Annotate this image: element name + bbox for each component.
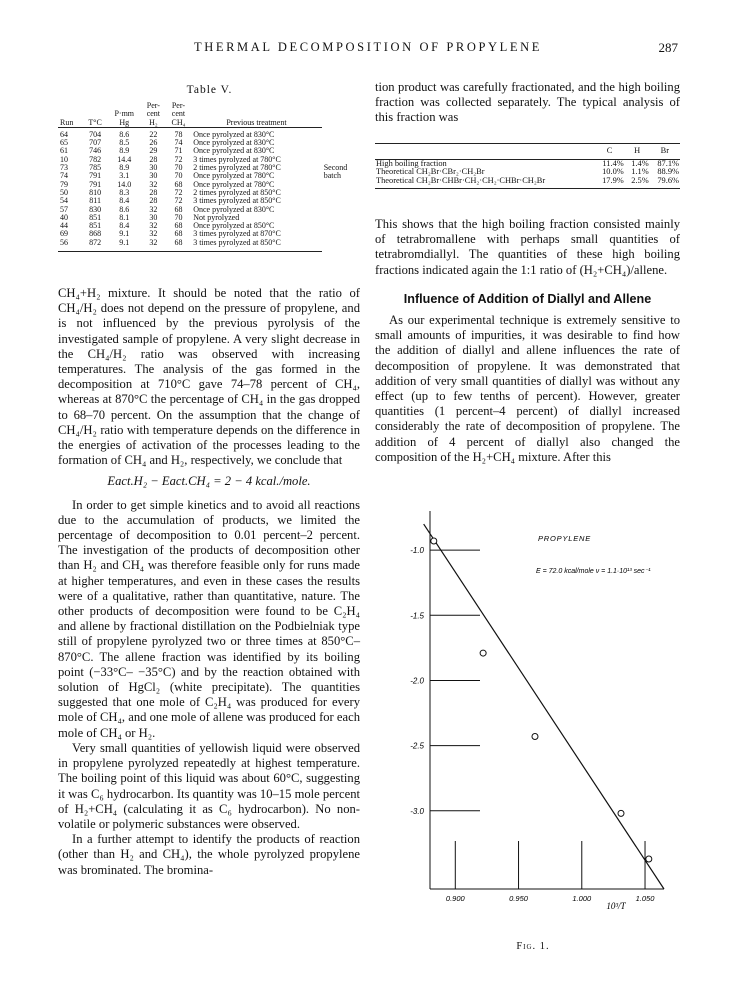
cell-treatment: Once pyrolyzed at 830°C: [193, 146, 275, 156]
data-point: [431, 538, 437, 544]
cell-h2: 28: [149, 187, 158, 197]
cell-ch4: 74: [174, 138, 183, 148]
cell-run: 56: [58, 239, 83, 252]
th-pressure-top: P·mm: [114, 109, 135, 119]
analysis-value: 11.4%: [602, 158, 624, 168]
left-column-text: [58, 286, 360, 878]
cell-pressure: 9.1: [107, 239, 141, 252]
cell-run: 64: [60, 129, 68, 139]
cell-treatment: 3 times pyrolyzed at 870°C: [193, 229, 281, 239]
analysis-table: [375, 143, 680, 189]
paragraph-kinetics: In order to get simple kinetics and to avoid all reactions due to the accumulation of products, we limited the percentage of decomposition to 0.01 percent–2 percent. The investigation of the products of decomposition other than H₂ and CH₄ was therefore feasible only for runs made at higher temperatures, and even in these cases the results were of a qualitative, rather than quantitative, nature. The other products of decomposition were found to be C₂H₄ and allene by fractional distillation on the Podbielniak type still of propylene pyrolyzed two or three times at 850°C–870°C. The allene fraction was identified by its boiling point (−33°C– −35°C) and by the reaction obtained with solution of HgCl₂ (white precipitate). The quantities suggested that one mole of C₂H₄ was produced for every mole of CH₄, and one mole of allene was produced for each mole of CH₄ or H₂.: [58, 497, 360, 740]
table-v-header-row: [58, 102, 361, 127]
cell-ch4: 70: [174, 171, 183, 181]
cell-run: 40: [60, 212, 68, 222]
cell-ch4: 72: [174, 196, 183, 206]
cell-temp: 830: [89, 204, 102, 214]
cell-pressure: 8.4: [119, 221, 130, 231]
cell-pressure: 8.5: [119, 138, 130, 148]
analysis-value: 88.9%: [657, 167, 679, 177]
cell-temp: 872: [83, 239, 108, 252]
y-tick-label: -2.0: [410, 676, 424, 686]
cell-pressure: 8.1: [119, 212, 130, 222]
section-heading: Influence of Addition of Diallyl and Allene: [403, 291, 652, 306]
y-tick-label: -1.0: [410, 546, 424, 556]
cell-ch4: 72: [174, 154, 183, 164]
th-ch4-bottom: CH₄: [171, 117, 186, 127]
cell-h2: 28: [149, 196, 158, 206]
cell-run: 73: [60, 163, 68, 173]
data-point: [646, 856, 652, 862]
analysis-header-blank: [375, 147, 594, 159]
cell-treatment: Once pyrolyzed at 780°C: [193, 171, 275, 181]
table-v-grid: [58, 102, 361, 252]
cell-pressure: 9.1: [119, 229, 130, 239]
analysis-row-label: Theoretical CH₂Br·CHBr·CH₂·CH₂·CHBr·CH₂Br: [376, 175, 546, 185]
paragraph-liquid: Very small quantities of yellowish liquid were observed in propylene pyrolyzed repeatedly at highest temperature. The boiling point of this liquid was about 60°C, suggesting it was C₆ hydrocarbon. Its quantity was 10–15 mole percent of H₂+CH₄ (calculating it as C₆ hydrocarbon). No non-volatile or polymeric substances were observed.: [58, 740, 360, 831]
cell-run: 74: [60, 171, 68, 181]
paragraph-bromination: In a further attempt to identify the products of reaction (other than H₂ and CH₄), the whole pyrolyzed propylene was brominated. The bromina-: [58, 832, 360, 877]
data-point: [532, 733, 538, 739]
th-h2-top: Per-: [146, 101, 160, 110]
y-tick-label: -2.5: [410, 741, 424, 751]
cell-run: 10: [60, 154, 68, 164]
table-v-title: Table V.: [186, 84, 233, 96]
x-tick-label: 0.950: [509, 894, 528, 903]
cell-treatment: 3 times pyrolyzed at 780°C: [193, 154, 281, 164]
cell-treatment: Once pyrolyzed at 830°C: [193, 204, 275, 214]
analysis-row-label: High boiling fraction: [376, 158, 447, 168]
th-h2: [141, 102, 166, 127]
x-tick-label: 0.900: [445, 894, 465, 903]
fit-line: [424, 524, 664, 889]
cell-temp: 707: [89, 138, 102, 148]
y-tick-label: -3.0: [410, 806, 424, 816]
cell-treatment: Not pyrolyzed: [193, 212, 240, 222]
cell-temp: 791: [89, 171, 102, 181]
cell-run: 44: [60, 221, 68, 231]
cell-h2: 29: [149, 146, 158, 156]
th-pressure-bottom: Hg: [119, 117, 130, 127]
cell-treatment: 2 times pyrolyzed at 850°C: [193, 187, 281, 197]
series-label: PROPYLENE: [538, 534, 592, 543]
cell-treatment: 2 times pyrolyzed at 780°C: [193, 163, 281, 173]
analysis-value: 79.6%: [657, 175, 679, 185]
equation-activation: Eact.H₂ − Eact.CH₄ = 2 − 4 kcal./mole.: [107, 474, 311, 489]
cell-treatment: Once pyrolyzed at 780°C: [193, 179, 275, 189]
cell-temp: 704: [89, 129, 102, 139]
cell-temp: 810: [89, 187, 102, 197]
cell-pressure: 8.6: [119, 204, 130, 214]
cell-pressure: 3.1: [119, 171, 130, 181]
cell-ch4: 68: [166, 239, 192, 252]
cell-treatment: Once pyrolyzed at 850°C: [193, 221, 275, 231]
analysis-col-br: Br: [650, 147, 680, 159]
analysis-value: 1.4%: [631, 158, 649, 168]
paragraph-fractionation: tion product was carefully fractionated, and the high boiling fraction was collected separately. The typical analysis of this fraction was: [375, 80, 680, 125]
cell-run: 54: [60, 196, 68, 206]
analysis-header-row: [375, 147, 680, 159]
cell-pressure: 8.9: [119, 146, 130, 156]
analysis-col-c: C: [594, 147, 624, 159]
cell-run: 50: [60, 187, 68, 197]
cell-ch4: 70: [174, 163, 183, 173]
cell-pressure: 8.9: [119, 163, 130, 173]
data-point: [618, 810, 624, 816]
cell-ch4: 68: [174, 204, 183, 214]
cell-h2: 32: [141, 239, 166, 252]
data-point: [480, 650, 486, 656]
cell-h2: 32: [149, 204, 158, 214]
cell-temp: 785: [89, 163, 102, 173]
paragraph-diallyl: As our experimental technique is extremely sensitive to small amounts of impurities, it was desirable to find how the addition of diallyl and allene influences the rate of decomposition of propylene. It was demonstrated that addition of very small quantities of diallyl was without any effect (up to few tenths of percent). However, greater quantities (1 percent–4 percent) of diallyl increased considerably the rate of decomposition of propylene. The addition of 4 percent of diallyl also changed the composition of the H₂+CH₄ mixture. After this: [375, 313, 680, 464]
cell-pressure: 8.6: [119, 129, 130, 139]
table-row: [58, 239, 361, 252]
cell-temp: 811: [89, 196, 101, 206]
cell-pressure: 8.4: [119, 196, 130, 206]
right-column-top-text: [375, 80, 680, 126]
paragraph-ratio: CH₄+H₂ mixture. It should be noted that the ratio of CH₄/H₂ does not depend on the pressure of propylene, and is not influenced by the previous pyrolysis of the investigated sample of propylene. A very slight decrease in the CH₄/H₂ ratio was observed with increasing temperatures. The analysis of the gas formed in the decomposition at 710°C gave 74–78 percent of CH₄, whereas at 870°C the percentage of CH₄ in the gas dropped to 68–70 percent. On the assumption that the change of CH₄/H₂ ratio with temperature depends on the difference in the energies of activation of the processes leading to the formation of CH₄ and H₂, respectively, we conclude that: [58, 286, 360, 468]
cell-treatment: Once pyrolyzed at 830°C: [193, 129, 275, 139]
x-tick-label: 1.050: [635, 894, 655, 903]
cell-run: 79: [60, 179, 68, 189]
th-pressure: [107, 102, 141, 127]
analysis-table-grid: [375, 147, 680, 185]
th-run: Run: [58, 102, 83, 127]
th-h2-mid: cent: [146, 109, 161, 119]
cell-temp: 851: [89, 221, 102, 231]
figure-1: [378, 497, 688, 937]
analysis-value: 10.0%: [602, 167, 624, 177]
cell-run: 65: [60, 138, 68, 148]
cell-treatment: 3 times pyrolyzed at 850°C: [193, 196, 281, 206]
cell-ch4: 68: [174, 229, 183, 239]
th-h2-bottom: H₂: [149, 117, 158, 127]
cell-h2: 32: [149, 229, 158, 239]
cell-treatment: 3 times pyrolyzed at 850°C: [191, 239, 322, 252]
cell-run: 61: [60, 146, 68, 156]
th-ch4: [166, 102, 192, 127]
cell-ch4: 72: [174, 187, 183, 197]
cell-ch4: 68: [174, 179, 183, 189]
cell-ch4: 68: [174, 221, 183, 231]
table-v: [58, 84, 361, 252]
cell-h2: 30: [149, 171, 158, 181]
cell-h2: 32: [149, 221, 158, 231]
cell-h2: 26: [149, 138, 158, 148]
arrhenius-plot: [378, 497, 688, 937]
right-column-mid-text: [375, 217, 680, 465]
th-ch4-mid: cent: [171, 109, 186, 119]
analysis-value: 17.9%: [602, 175, 624, 185]
paragraph-tetrabromallene: This shows that the high boiling fraction consisted mainly of tetrabromallene with perhaps small quantities of tetrabromdiallyl. The quantities of these high boiling fractions indicated again the 1:1 ratio of (H₂+CH₄)/allene.: [375, 217, 680, 277]
cell-temp: 851: [89, 212, 102, 222]
cell-h2: 32: [149, 179, 158, 189]
analysis-row-label: Theoretical CH₂Br·CBr₂·CH₂Br: [376, 167, 485, 177]
bracket-note-second: Second: [323, 163, 348, 173]
th-ch4-top: Per-: [171, 101, 186, 110]
cell-ch4: 70: [174, 212, 183, 222]
parameter-label: E = 72.0 kcal/mole ν = 1.1·10¹³ sec⁻¹: [536, 568, 651, 575]
cell-h2: 30: [149, 163, 158, 173]
cell-h2: 30: [149, 212, 158, 222]
analysis-value: 2.5%: [631, 175, 649, 185]
page-number: 287: [658, 40, 678, 55]
cell-run: 57: [60, 204, 68, 214]
cell-temp: 791: [89, 179, 102, 189]
cell-treatment: Once pyrolyzed at 830°C: [193, 138, 275, 148]
cell-h2: 22: [149, 129, 158, 139]
y-tick-label: -1.5: [410, 611, 424, 621]
analysis-value: 1.1%: [631, 167, 649, 177]
analysis-col-h: H: [625, 147, 650, 159]
bracket-note-batch: batch: [323, 171, 342, 181]
cell-run: 69: [60, 229, 68, 239]
x-tick-label: 1.000: [572, 894, 592, 903]
cell-temp: 746: [89, 146, 102, 156]
x-axis-label: 10³/T: [606, 901, 626, 911]
cell-h2: 28: [149, 154, 158, 164]
th-treatment: Previous treatment: [191, 102, 322, 127]
analysis-value: 87.1%: [657, 158, 679, 168]
cell-ch4: 78: [174, 129, 183, 139]
analysis-row: [375, 177, 680, 186]
cell-temp: 782: [89, 154, 102, 164]
cell-ch4: 71: [174, 146, 183, 156]
cell-temp: 868: [89, 229, 102, 239]
cell-pressure: 14.4: [117, 154, 132, 164]
cell-pressure: 14.0: [117, 179, 132, 189]
running-head: THERMAL DECOMPOSITION OF PROPYLENE: [193, 40, 543, 54]
th-temp: T°C: [83, 102, 108, 127]
cell-pressure: 8.3: [119, 187, 130, 197]
figure-caption: Fig. 1.: [516, 941, 550, 952]
